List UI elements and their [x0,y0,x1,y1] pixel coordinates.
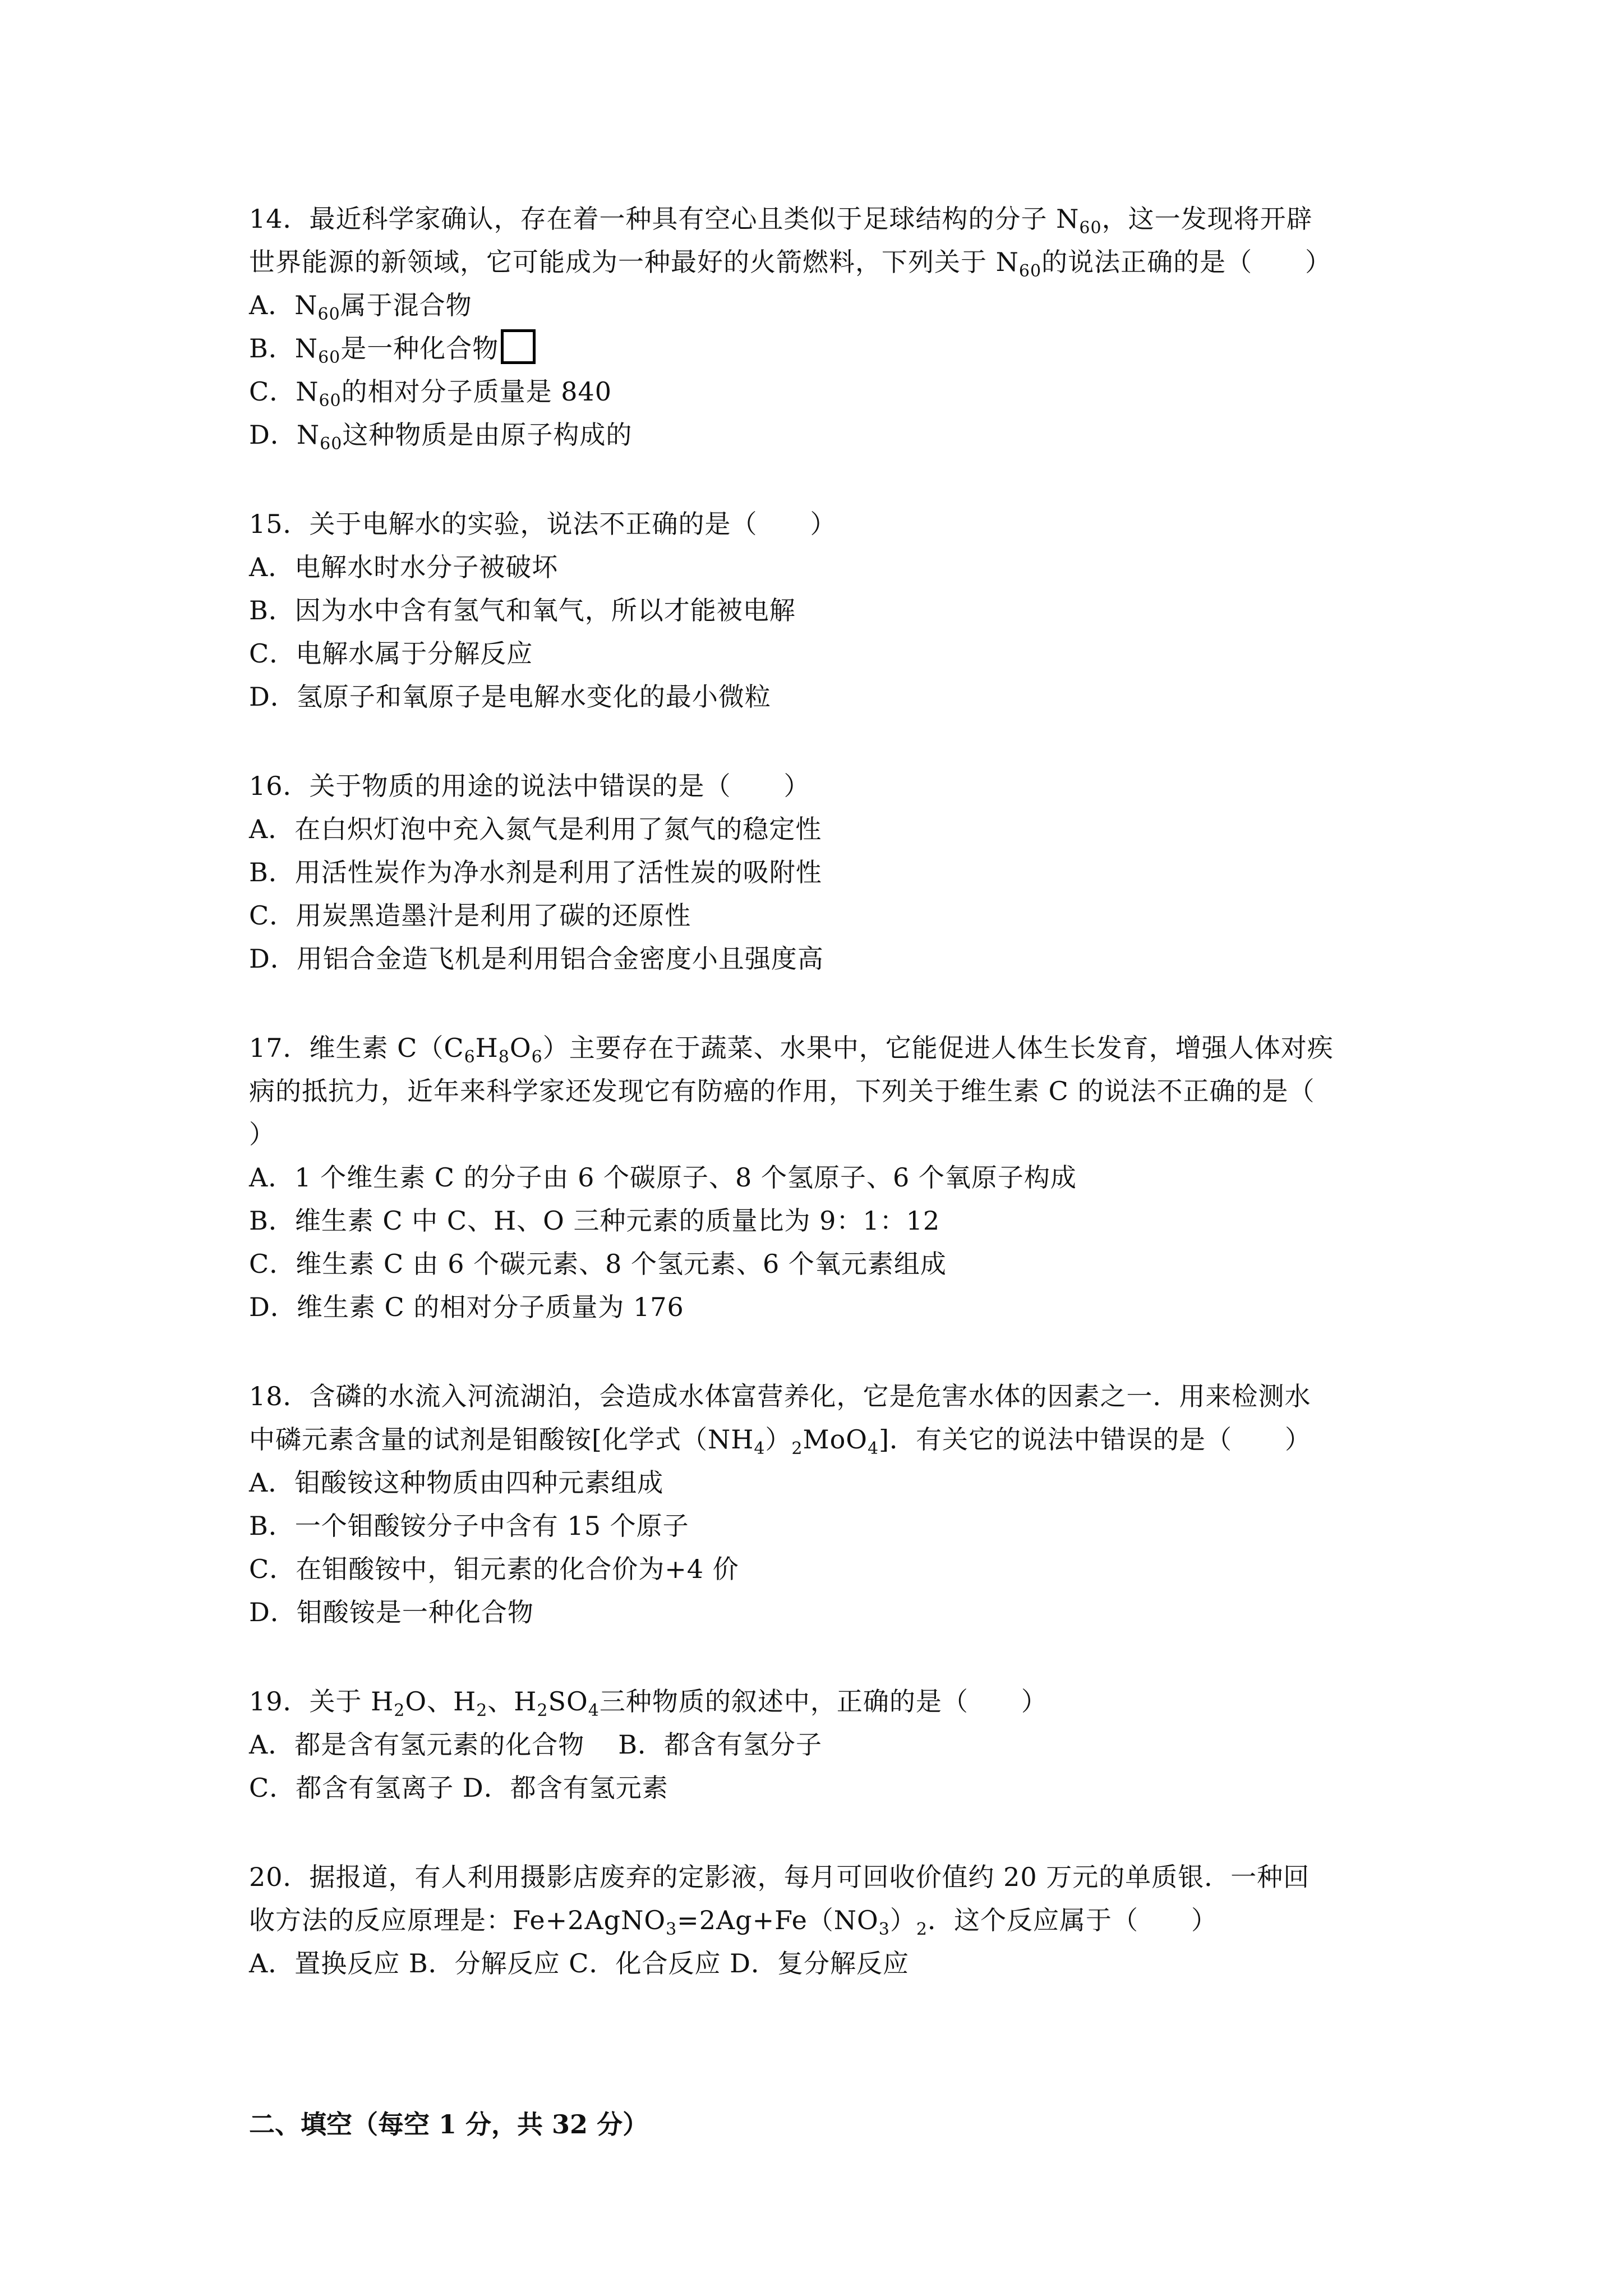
question-14-option-b [249,327,1387,370]
subscript: 60 [318,348,341,367]
subscript: 60 [320,434,343,454]
text: ，这一发现将开辟 [1101,204,1313,234]
subscript: 8 [498,1047,510,1067]
text: O、H [405,1686,477,1717]
subscript: 4 [588,1701,600,1720]
question-17-option-c: C．维生素 C 由 6 个碳元素、8 个氢元素、6 个氧元素组成 [249,1249,947,1279]
question-16-option-b: B．用活性炭作为净水剂是利用了活性炭的吸附性 [249,857,822,887]
subscript: 6 [464,1047,476,1067]
empty-box [501,329,536,364]
question-16-stem: 16．关于物质的用途的说法中错误的是（ ） [249,771,810,801]
question-15-stem: 15．关于电解水的实验，说法不正确的是（ ） [249,509,837,539]
question-16-option-c: C．用炭黑造墨汁是利用了碳的还原性 [249,900,691,931]
question-18-option-c: C．在钼酸铵中，钼元素的化合价为+4 价 [249,1554,739,1584]
text: ）主要存在于蔬菜、水果中，它能促进人体生长发育，增强人体对疾 [542,1033,1334,1063]
question-17-stem-line-1 [249,1027,1387,1070]
text: =2Ag+Fe（NO [677,1905,879,1935]
text: 属于混合物 [340,290,472,320]
question-16 [249,765,1387,981]
text: O [509,1033,532,1063]
question-15-option-b: B．因为水中含有氢气和氧气，所以才能被电解 [249,595,796,625]
text: ]．有关它的说法中错误的是（ ） [879,1424,1312,1455]
subscript: 3 [878,1920,890,1939]
text: SO [548,1686,588,1717]
question-16-option-d: D．用铝合金造飞机是利用铝合金密度小且强度高 [249,944,824,974]
question-17-stem-line-3: ） [249,1119,275,1149]
question-19-option-b: B．都含有氢分子 [618,1729,823,1760]
text: MoO [803,1424,868,1455]
subscript: 60 [317,305,340,324]
question-19 [249,1680,1387,1810]
subscript: 2 [476,1701,488,1720]
text: 是一种化合物 [340,333,499,364]
question-20-options: A．置换反应 B．分解反应 C．化合反应 D．复分解反应 [249,1948,909,1978]
text: 17．维生素 C（C [249,1033,464,1063]
subscript: 2 [916,1920,928,1939]
question-14-option-a [249,284,1387,327]
question-14-option-c [249,370,1387,413]
text: 的说法正确的是（ ） [1041,247,1332,277]
text: 三种物质的叙述中，正确的是（ ） [599,1686,1048,1717]
text: ．这个反应属于（ ） [927,1905,1218,1935]
question-20-stem-line-2 [249,1899,1387,1942]
question-19-option-a: A．都是含有氢元素的化合物 [249,1729,585,1760]
text: H [475,1033,499,1063]
section-2-heading: 二、填空（每空 1 分，共 32 分） [249,2109,649,2139]
question-18-option-d: D．钼酸铵是一种化合物 [249,1597,534,1627]
subscript: 6 [531,1047,543,1067]
subscript: 2 [537,1701,548,1720]
question-19-options-row-2 [249,1766,1387,1810]
question-14 [249,197,1387,457]
question-14-stem-line-2 [249,241,1387,284]
question-20-stem-line-1: 20．据报道，有人利用摄影店废弃的定影液，每月可回收价值约 20 万元的单质银．一种回 [249,1862,1310,1892]
text: 收方法的反应原理是：Fe+2AgNO [249,1905,666,1935]
subscript: 2 [394,1701,405,1720]
subscript: 4 [754,1439,766,1458]
question-15-option-a: A．电解水时水分子被破坏 [249,552,559,582]
question-19-option-d: D．都含有氢元素 [462,1773,668,1803]
document-content [249,197,1387,2146]
question-15-option-c: C．电解水属于分解反应 [249,638,533,669]
question-18-option-b: B．一个钼酸铵分子中含有 15 个原子 [249,1511,689,1541]
question-18-option-a: A．钼酸铵这种物质由四种元素组成 [249,1467,664,1498]
text: C．N [249,376,319,407]
text: 、H [487,1686,537,1717]
text: A．N [249,290,318,320]
subscript: 4 [868,1439,879,1458]
question-17-option-b: B．维生素 C 中 C、H、O 三种元素的质量比为 9：1：12 [249,1205,940,1236]
subscript: 60 [1079,218,1102,238]
question-17-option-d: D．维生素 C 的相对分子质量为 176 [249,1292,684,1322]
question-19-stem [249,1680,1387,1723]
question-17-stem-line-2: 病的抵抗力，近年来科学家还发现它有防癌的作用，下列关于维生素 C 的说法不正确的是（ [249,1076,1315,1106]
question-20 [249,1856,1387,1985]
text: 14．最近科学家确认，存在着一种具有空心且类似于足球结构的分子 N [249,204,1080,234]
text: 19．关于 H [249,1686,394,1717]
question-14-option-d [249,413,1387,457]
subscript: 3 [666,1920,677,1939]
text: B．N [249,333,319,364]
text: 的相对分子质量是 840 [341,376,612,407]
text: ） [889,1905,916,1935]
question-16-option-a: A．在白炽灯泡中充入氮气是利用了氮气的稳定性 [249,814,822,844]
question-18-stem-line-2 [249,1418,1387,1461]
question-17 [249,1027,1387,1329]
question-18-stem-line-1: 18．含磷的水流入河流湖泊，会造成水体富营养化，它是危害水体的因素之一．用来检测水 [249,1381,1311,1411]
question-14-stem-line-1 [249,197,1387,241]
question-15 [249,503,1387,719]
question-18 [249,1375,1387,1634]
subscript: 60 [1018,261,1042,281]
question-19-options-row-1 [249,1723,1387,1766]
text: 世界能源的新领域，它可能成为一种最好的火箭燃料，下列关于 N [249,247,1019,277]
text: ） [765,1424,792,1455]
text: 这种物质是由原子构成的 [342,420,633,450]
question-19-option-c: C．都含有氢离子 [249,1773,454,1803]
question-15-option-d: D．氢原子和氧原子是电解水变化的最小微粒 [249,682,771,712]
text: 中磷元素含量的试剂是钼酸铵[化学式（NH [249,1424,754,1455]
subscript: 60 [319,391,342,411]
question-17-option-a: A．1 个维生素 C 的分子由 6 个碳原子、8 个氢原子、6 个氧原子构成 [249,1162,1077,1193]
text: D．N [249,420,320,450]
subscript: 2 [791,1439,803,1458]
